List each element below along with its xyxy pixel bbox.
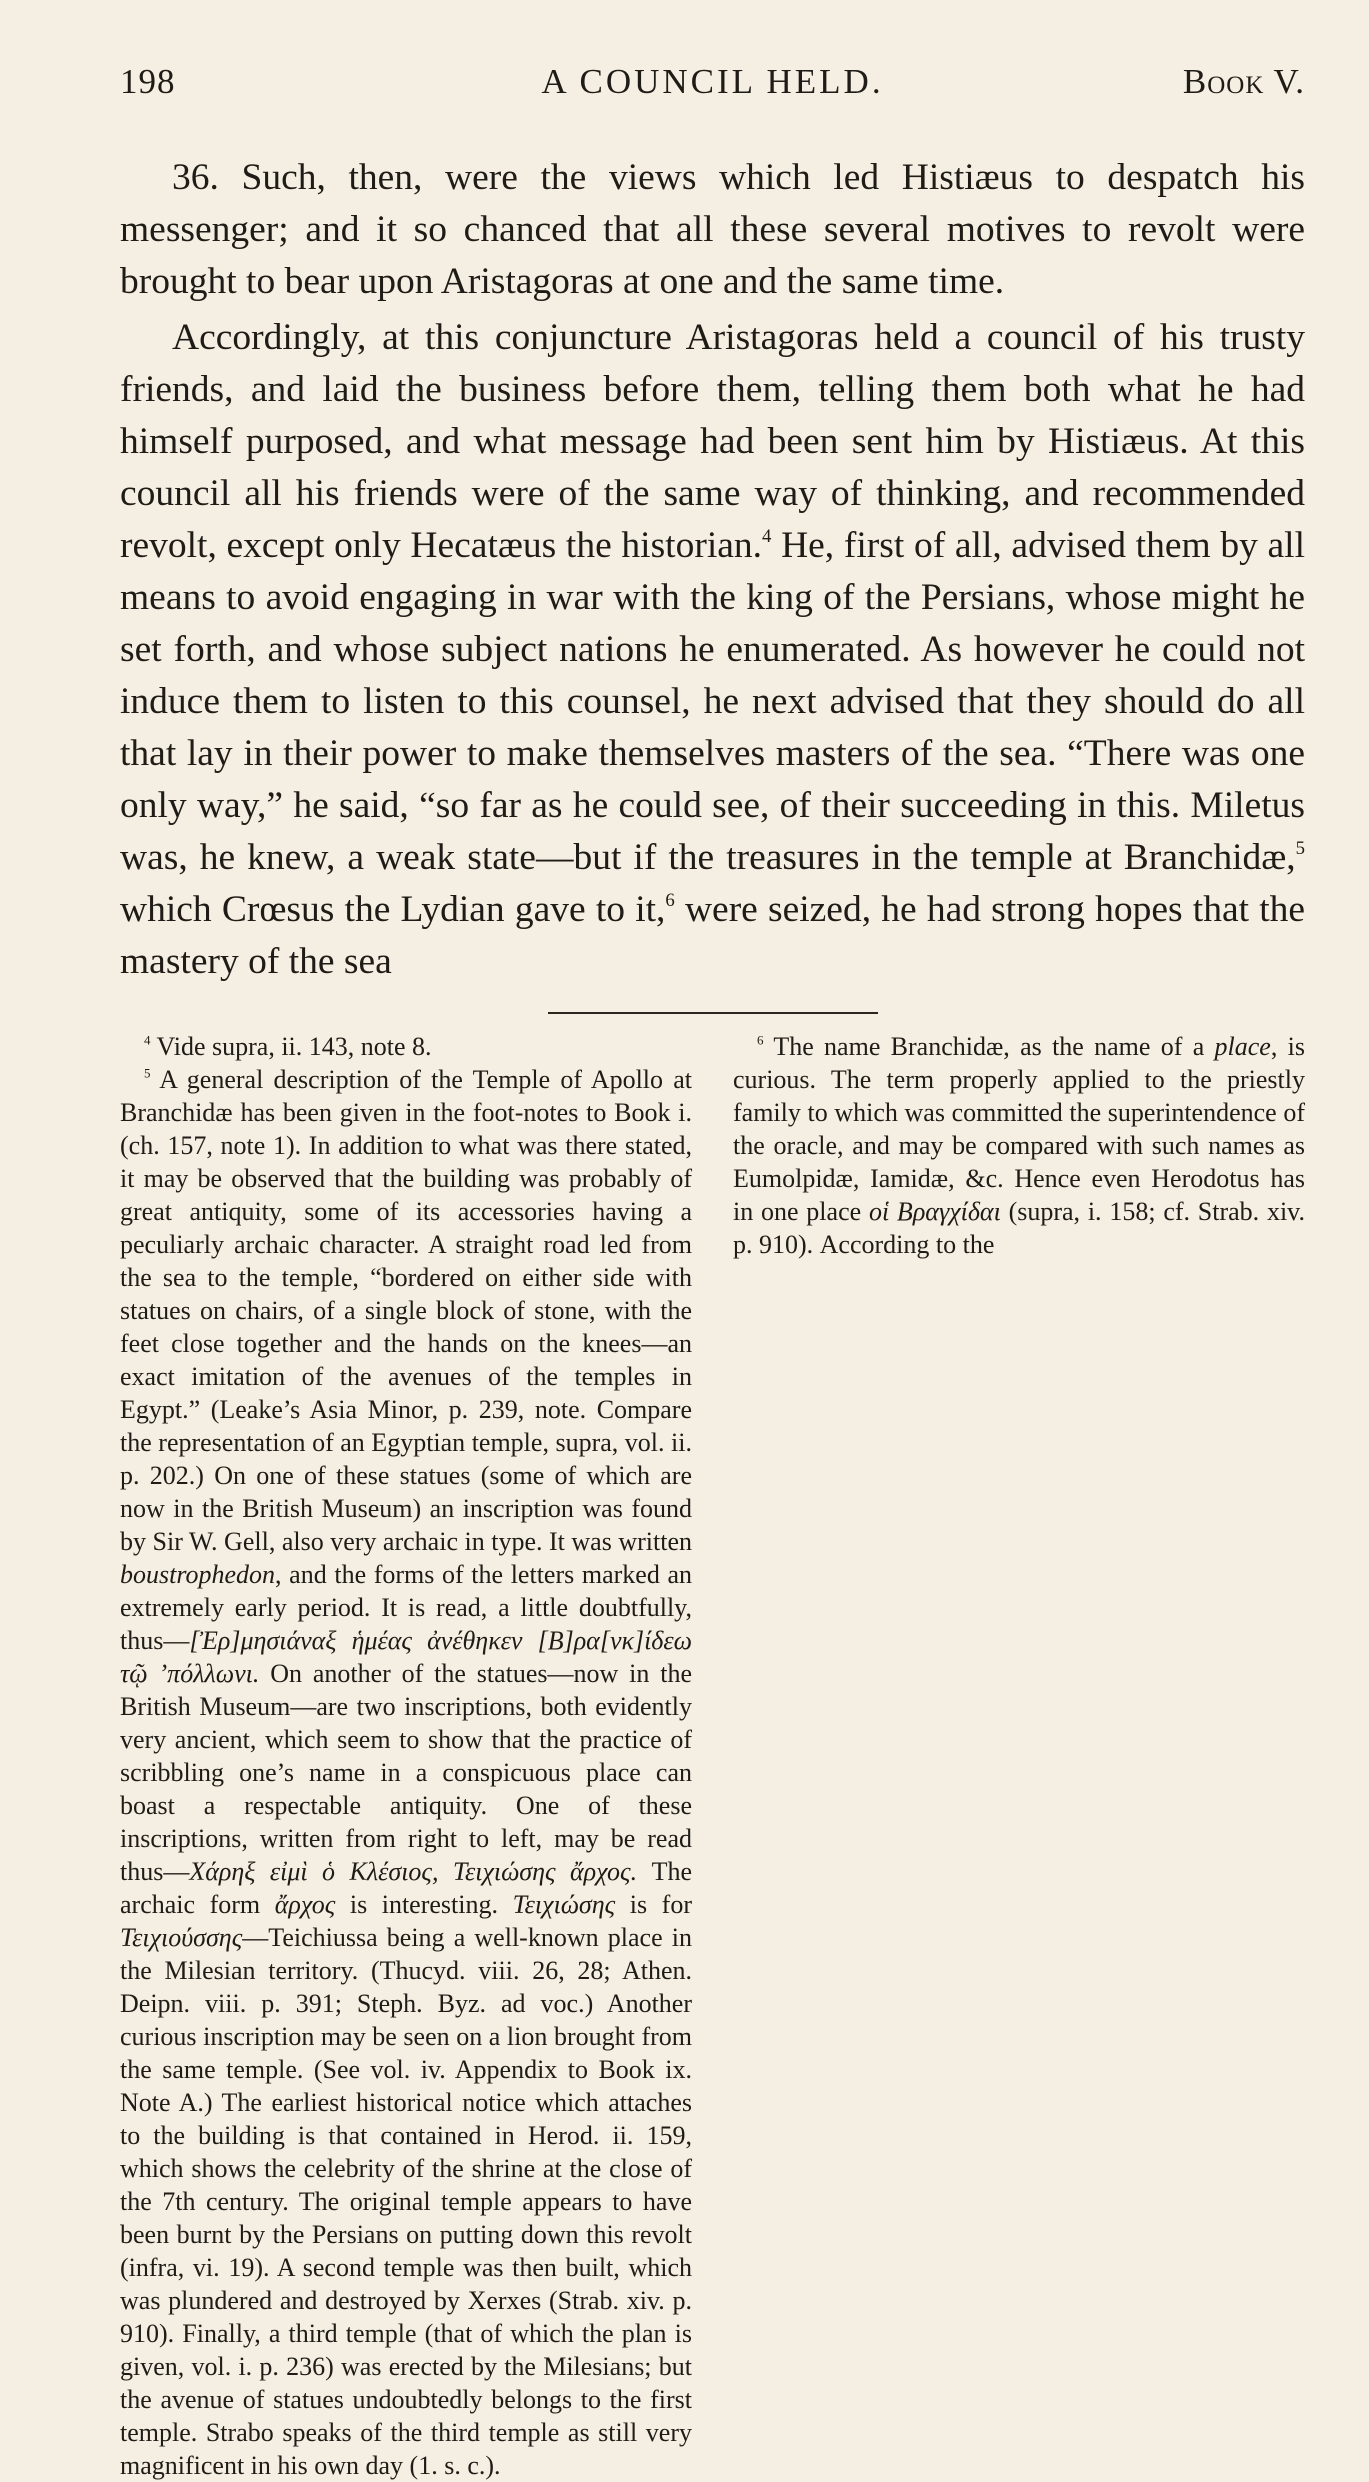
footnote-column-right <box>733 1030 1305 2482</box>
running-header <box>120 62 1305 122</box>
footnote-6: $^6$ The name Branchidæ, as the name of a place, is curious. The term properly applied to the priestly family to which was committed the superintendence of the oracle, and may be compared with such names as Eumolpidæ, Iamidæ, &c. Hence even Herodotus has in one place οἱ Βραγχίδαι (supra, i. 158; cf. Strab. xiv. p. 910). According to the <box>733 1032 1306 1259</box>
book-page <box>120 62 1305 2482</box>
paragraph-36: 36. Such, then, were the views which led Histiæus to despatch his messenger; and it so chanced that all these several motives to revolt were brought to bear upon Aristagoras at one and the same time. <box>120 157 1305 302</box>
footnote-5: $^5$ A general description of the Temple of Apollo at Branchidæ has been given in the foot-notes to Book i. (ch. 157, note 1). In addition to what was there stated, it may be observed that the building was probably of great antiquity, some of its accessories having a peculiarly archaic character. A straight road led from the sea to the temple, “bordered on either side with statues on chairs, of a single block of stone, with the feet close together and the hands on the knees—an exact imitation of the avenues of the temples in Egypt.” (Leake’s Asia Minor, p. 239, note. Compare the representation of an Egyptian temple, supra, vol. ii. p. 202.) On one of these statues (some of which are now in the British Museum) an inscription was found by Sir W. Gell, also very archaic in type. It was written boustrophedon, and the forms of the letters marked an extremely early period. It is read, a little doubtfully, thus—[Ἐρ]μησιάναξ ἡμέας ἀνέθηκεν [Β]ρα[νκ]ίδεω τῷ ’πόλλωνι. On another of the statues—now in the British Museum—are two inscriptions, both evidently very ancient, which seem to show that the practice of scribbling one’s name in a conspicuous place can boast a respectable antiquity. One of these inscriptions, written from right to left, may be read thus—Χάρηξ εἰμὶ ὁ Κλέσιος, Τειχιώσης ἄρχος. The archaic form ἄρχος is interesting. Τειχιώσης is for Τειχιούσσης—Teichiussa being a well-known place in the Milesian territory. (Thucyd. viii. 26, 28; Athen. Deipn. viii. p. 391; Steph. Byz. ad voc.) Another curious inscription may be seen on a lion brought from the same temple. (See vol. iv. Appendix to Book ix. Note A.) The earliest historical notice which attaches to the building is that contained in Herod. ii. 159, which shows the celebrity of the shrine at the close of the 7th century. The original temple appears to have been burnt by the Persians on putting down this revolt (infra, vi. 19). A second temple was then built, which was plundered and destroyed by Xerxes (Strab. xiv. p. 910). Finally, a third temple (that of which the plan is given, vol. i. p. 236) was erected by the Milesians; but the avenue of statues undoubtedly belongs to the first temple. Strabo speaks of the third temple as still very magnificent in his own day (1. s. c.). <box>120 1065 692 2480</box>
footnote-ref-6: 6 <box>665 890 675 911</box>
paragraph-council: Accordingly, at this conjuncture Aristagoras held a council of his trusty friends, and laid the business before them, telling them both what he had himself purposed, and what message had been sent him by Histiæus. At this council all his friends were of the same way of thinking, and recommended revolt, except only Hecatæus the historian.$^4$ He, first of all, advised them by all means to avoid engaging in war with the king of the Persians, whose might he set forth, and whose subject nations he enumerated. As however he could not induce them to listen to this counsel, he next advised that they should do all that lay in their power to make themselves masters of the sea. “There was one only way,” he said, “so far as he could see, of their succeeding in this. Miletus was, he knew, a weak state—but if the treasures in the temple at Branchidæ,$^5$ which Crœsus the Lydian gave to it,$^6$ were seized, he had strong hopes that the mastery of the sea <box>120 317 1306 982</box>
page-number: 198 <box>120 62 176 101</box>
footnote-4: $^4$ Vide supra, ii. 143, note 8. <box>144 1032 432 1061</box>
main-text <box>120 152 1305 988</box>
greek-inscription: Χάρηξ εἰμὶ ὁ Κλέσιος, Τειχιώσης ἄρχος. <box>189 1857 638 1886</box>
footnotes <box>120 1030 1305 2482</box>
footnote-ref-5: 5 <box>1295 838 1305 859</box>
running-title: A COUNCIL HELD. <box>541 62 884 101</box>
greek-inscription: [Ἐρ]μησιάναξ ἡμέας ἀνέθηκεν [Β]ρα[νκ]ίδεω τῷ ’πόλλωνι. <box>120 1626 692 1688</box>
book-label: Book V. <box>1182 62 1305 101</box>
footnote-ref-4: 4 <box>762 526 772 547</box>
footnote-divider <box>548 1012 878 1014</box>
footnote-column-left <box>120 1030 692 2482</box>
